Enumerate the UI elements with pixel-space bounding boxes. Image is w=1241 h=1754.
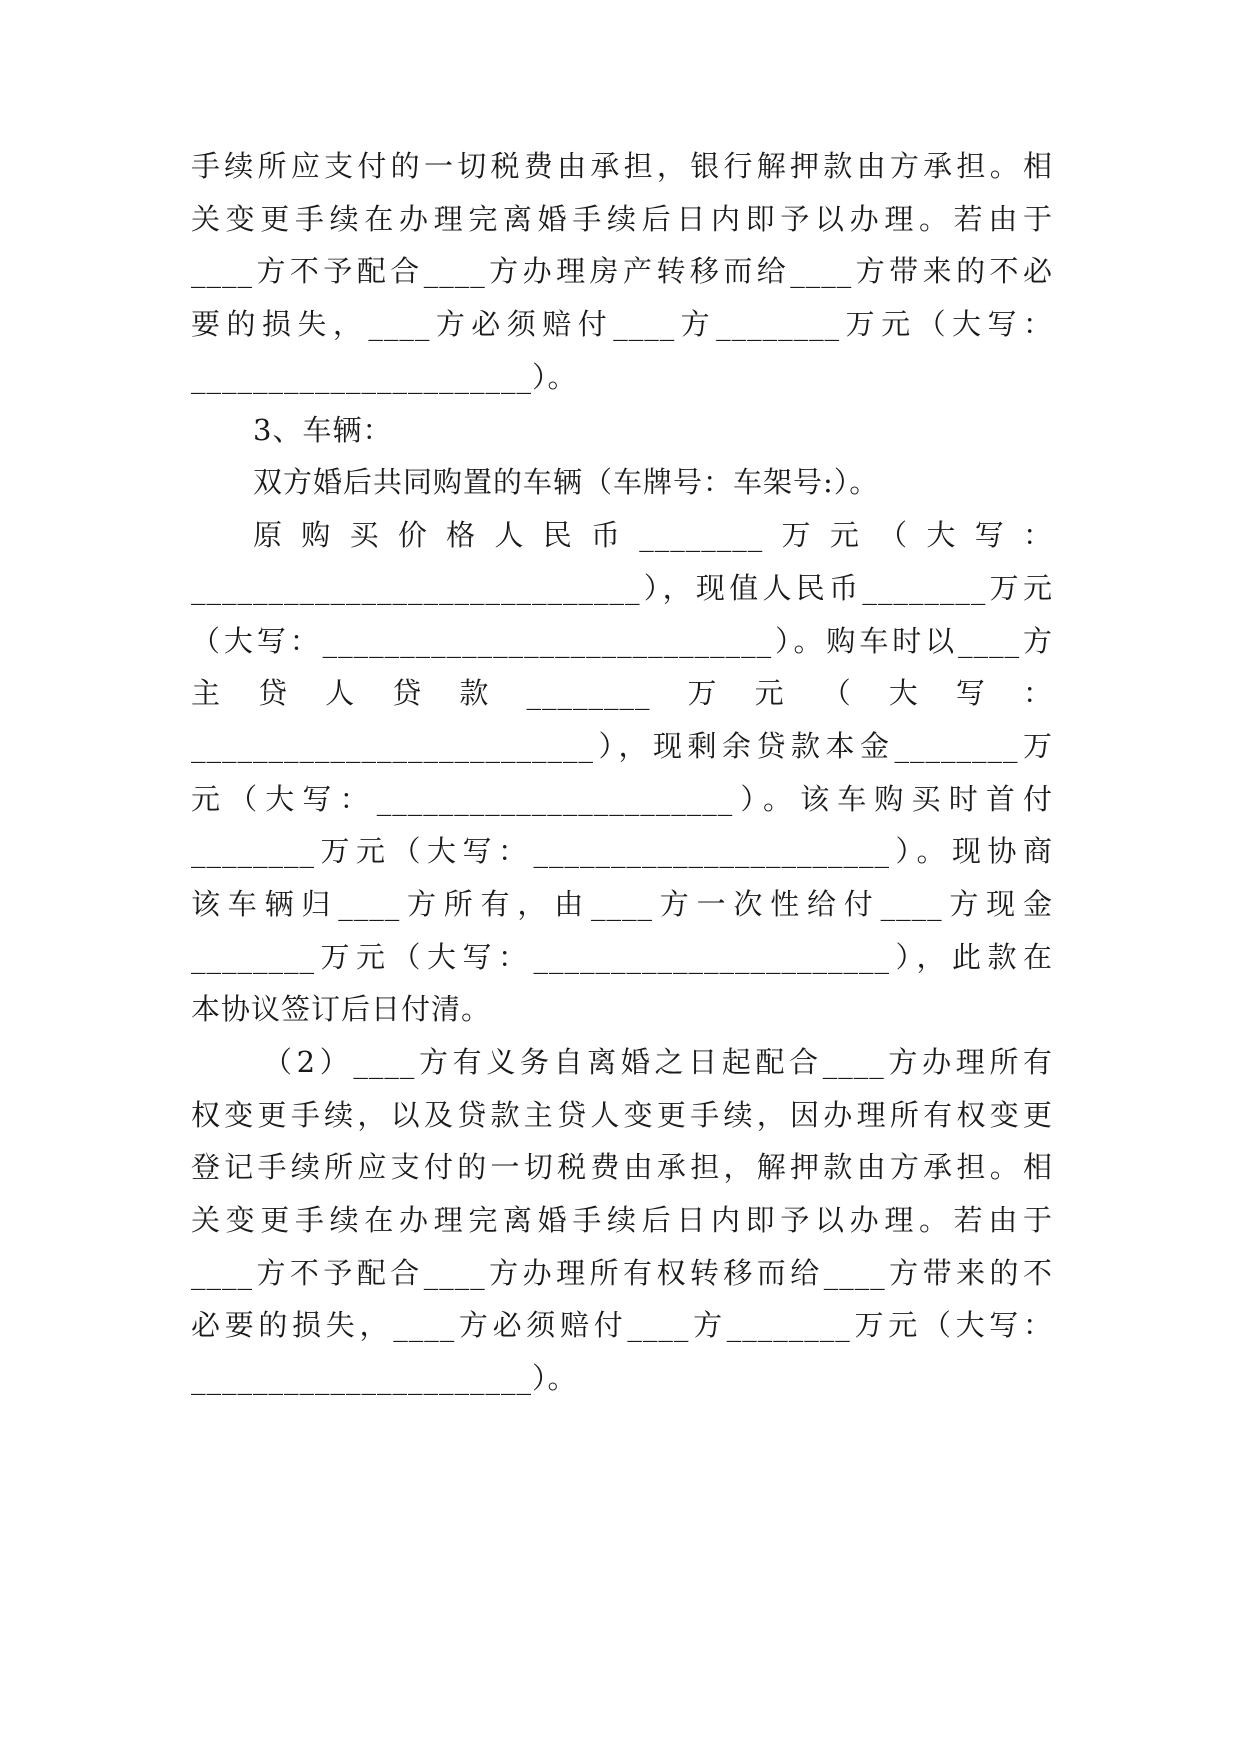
text-line: 权变更手续，以及贷款主贷人变更手续，因办理所有权变更 xyxy=(191,1098,1053,1132)
text-line: ______________________）。 xyxy=(191,360,578,394)
text-line: ________万元（大写：_______________________），此款在 xyxy=(191,940,1053,974)
text-line: （大写：_____________________________）。购车时以____方 xyxy=(191,624,1053,658)
text-line: 该车辆归____方所有，由____方一次性给付____方现金 xyxy=(191,887,1053,921)
text-line: 元（大写：_______________________）。该车购买时首付 xyxy=(191,782,1053,816)
section-heading: 3、车辆： xyxy=(253,413,393,447)
text-line: 主贷人贷款________万元（大写： xyxy=(191,676,1053,710)
text-line: （2）____方有义务自离婚之日起配合____方办理所有 xyxy=(263,1045,1053,1079)
text-line: __________________________），现剩余贷款本金________万 xyxy=(191,729,1053,763)
text-line: ______________________）。 xyxy=(191,1361,578,1395)
text-line: 原购买价格人民币________万元（大写： xyxy=(253,518,1053,552)
text-line: ____方不予配合____方办理所有权转移而给____方带来的不 xyxy=(191,1256,1053,1290)
text-line: ________万元（大写：_______________________）。现协商 xyxy=(191,834,1053,868)
text-line: 本协议签订后日付清。 xyxy=(191,992,492,1026)
text-line: 双方婚后共同购置的车辆（车牌号：车架号:）。 xyxy=(253,465,880,499)
text-line: 手续所应支付的一切税费由承担，银行解押款由方承担。相 xyxy=(191,149,1053,183)
text-line: 要的损失，____方必须赔付____方________万元（大写： xyxy=(191,307,1053,341)
text-line: ____方不予配合____方办理房产转移而给____方带来的不必 xyxy=(191,254,1053,288)
text-line: 登记手续所应支付的一切税费由承担，解押款由方承担。相 xyxy=(191,1150,1053,1184)
text-line: _____________________________），现值人民币________万元 xyxy=(191,571,1053,605)
text-line: 关变更手续在办理完离婚手续后日内即予以办理。若由于 xyxy=(191,1203,1053,1237)
text-line: 关变更手续在办理完离婚手续后日内即予以办理。若由于 xyxy=(191,202,1053,236)
text-line: 必要的损失，____方必须赔付____方________万元（大写： xyxy=(191,1308,1053,1342)
